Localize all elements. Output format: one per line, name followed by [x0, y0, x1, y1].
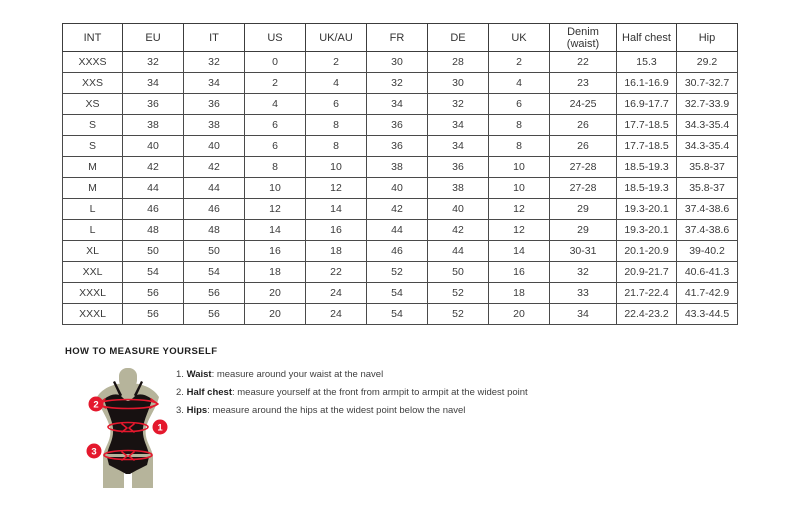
table-cell: 2: [245, 73, 306, 94]
instruction-item: [176, 387, 656, 399]
table-cell: 30-31: [550, 241, 617, 262]
table-cell: 54: [123, 262, 184, 283]
table-cell: 36: [428, 157, 489, 178]
table-cell: 38: [123, 115, 184, 136]
table-row: [63, 262, 738, 283]
table-cell: 39-40.2: [677, 241, 738, 262]
table-cell: 20: [245, 283, 306, 304]
table-cell: 32: [428, 94, 489, 115]
table-cell: 43.3-44.5: [677, 304, 738, 325]
table-cell: 34: [367, 94, 428, 115]
table-cell: 12: [306, 178, 367, 199]
table-cell: 8: [489, 136, 550, 157]
column-header-half-chest: Half chest: [617, 24, 677, 52]
table-cell: 46: [184, 199, 245, 220]
table-cell: 8: [306, 115, 367, 136]
measure-section-heading: HOW TO MEASURE YOURSELF: [65, 346, 218, 357]
table-cell: 32.7-33.9: [677, 94, 738, 115]
table-cell: 48: [123, 220, 184, 241]
instruction-number: 3.: [176, 405, 184, 416]
table-cell: 40.6-41.3: [677, 262, 738, 283]
table-cell: 18: [306, 241, 367, 262]
table-cell: 21.7-22.4: [617, 283, 677, 304]
table-cell: XS: [63, 94, 123, 115]
table-cell: 14: [245, 220, 306, 241]
table-row: [63, 52, 738, 73]
column-header-int: INT: [63, 24, 123, 52]
column-header-hip: Hip: [677, 24, 738, 52]
table-cell: XXXS: [63, 52, 123, 73]
table-cell: 41.7-42.9: [677, 283, 738, 304]
table-cell: 24: [306, 304, 367, 325]
table-cell: 56: [123, 283, 184, 304]
table-row: [63, 73, 738, 94]
table-cell: 37.4-38.6: [677, 220, 738, 241]
table-cell: 32: [550, 262, 617, 283]
table-cell: 42: [123, 157, 184, 178]
table-cell: 56: [184, 283, 245, 304]
table-row: [63, 136, 738, 157]
table-cell: 20.1-20.9: [617, 241, 677, 262]
mannequin-illustration: [76, 366, 180, 494]
column-header-uk-au: UK/AU: [306, 24, 367, 52]
table-cell: 34: [428, 136, 489, 157]
table-cell: XL: [63, 241, 123, 262]
table-cell: 46: [367, 241, 428, 262]
table-cell: 12: [489, 199, 550, 220]
table-cell: 35.8-37: [677, 157, 738, 178]
table-cell: 32: [123, 52, 184, 73]
table-cell: 16: [489, 262, 550, 283]
table-cell: 42: [428, 220, 489, 241]
table-cell: 34: [550, 304, 617, 325]
table-cell: 8: [245, 157, 306, 178]
table-cell: 10: [306, 157, 367, 178]
table-cell: 4: [306, 73, 367, 94]
table-cell: 44: [367, 220, 428, 241]
table-cell: 42: [367, 199, 428, 220]
table-cell: L: [63, 199, 123, 220]
table-cell: XXXL: [63, 304, 123, 325]
column-header-it: IT: [184, 24, 245, 52]
table-cell: 18: [489, 283, 550, 304]
table-cell: 6: [245, 115, 306, 136]
table-cell: 32: [184, 52, 245, 73]
table-cell: 36: [123, 94, 184, 115]
column-header-fr: FR: [367, 24, 428, 52]
table-cell: 6: [306, 94, 367, 115]
table-cell: 52: [367, 262, 428, 283]
column-header-de: DE: [428, 24, 489, 52]
table-cell: 29: [550, 220, 617, 241]
table-row: [63, 94, 738, 115]
table-cell: 35.8-37: [677, 178, 738, 199]
table-cell: 38: [184, 115, 245, 136]
table-cell: 16: [306, 220, 367, 241]
table-cell: 40: [367, 178, 428, 199]
table-cell: 19.3-20.1: [617, 199, 677, 220]
table-row: [63, 178, 738, 199]
table-cell: 0: [245, 52, 306, 73]
table-cell: 24: [306, 283, 367, 304]
instruction-label: Waist: [186, 369, 212, 380]
table-cell: 22: [550, 52, 617, 73]
size-chart-table: [62, 23, 738, 325]
instruction-label: Hips: [186, 405, 208, 416]
column-header-denim-waist: Denim (waist): [550, 24, 617, 52]
table-cell: 44: [123, 178, 184, 199]
table-cell: 34: [428, 115, 489, 136]
column-header-uk: UK: [489, 24, 550, 52]
table-cell: 22: [306, 262, 367, 283]
table-row: [63, 241, 738, 262]
table-cell: 38: [428, 178, 489, 199]
table-row: [63, 199, 738, 220]
table-cell: 6: [245, 136, 306, 157]
table-cell: 40: [428, 199, 489, 220]
table-cell: 16: [245, 241, 306, 262]
instruction-number: 2.: [176, 387, 184, 398]
instruction-label: Half chest: [186, 387, 232, 398]
table-row: [63, 283, 738, 304]
table-cell: 20: [489, 304, 550, 325]
table-cell: XXXL: [63, 283, 123, 304]
table-cell: 54: [367, 304, 428, 325]
table-cell: 17.7-18.5: [617, 136, 677, 157]
table-cell: 17.7-18.5: [617, 115, 677, 136]
table-cell: 44: [428, 241, 489, 262]
table-cell: 16.1-16.9: [617, 73, 677, 94]
table-cell: 36: [184, 94, 245, 115]
table-cell: 34.3-35.4: [677, 115, 738, 136]
table-cell: 20: [245, 304, 306, 325]
table-cell: 54: [184, 262, 245, 283]
table-cell: 19.3-20.1: [617, 220, 677, 241]
table-cell: 18.5-19.3: [617, 157, 677, 178]
table-cell: 4: [245, 94, 306, 115]
table-cell: 42: [184, 157, 245, 178]
table-cell: 6: [489, 94, 550, 115]
instruction-item: [176, 369, 656, 381]
table-cell: 26: [550, 115, 617, 136]
table-cell: 44: [184, 178, 245, 199]
table-row: [63, 157, 738, 178]
table-cell: 16.9-17.7: [617, 94, 677, 115]
table-cell: 29.2: [677, 52, 738, 73]
table-cell: 50: [184, 241, 245, 262]
instruction-item: [176, 405, 656, 417]
badge-half-chest-number: 2: [93, 399, 99, 411]
table-cell: 36: [367, 136, 428, 157]
table-row: [63, 304, 738, 325]
table-cell: 40: [123, 136, 184, 157]
table-cell: 56: [184, 304, 245, 325]
table-cell: 10: [489, 178, 550, 199]
table-header-row: [63, 24, 738, 52]
table-cell: M: [63, 157, 123, 178]
table-cell: 27-28: [550, 178, 617, 199]
table-cell: 29: [550, 199, 617, 220]
measure-instructions: [176, 369, 656, 423]
table-cell: 28: [428, 52, 489, 73]
table-cell: 30: [367, 52, 428, 73]
table-cell: 48: [184, 220, 245, 241]
table-cell: 46: [123, 199, 184, 220]
table-cell: 34: [123, 73, 184, 94]
table-cell: S: [63, 115, 123, 136]
table-cell: 23: [550, 73, 617, 94]
table-cell: 4: [489, 73, 550, 94]
table-cell: 24-25: [550, 94, 617, 115]
instruction-text: : measure around the hips at the widest point below the navel: [207, 405, 466, 416]
measurement-figure: [76, 366, 180, 494]
table-cell: 36: [367, 115, 428, 136]
badge-waist-number: 1: [157, 422, 163, 434]
column-header-us: US: [245, 24, 306, 52]
table-cell: 10: [245, 178, 306, 199]
table-cell: 14: [489, 241, 550, 262]
badge-hips-number: 3: [91, 446, 97, 458]
table-cell: 18.5-19.3: [617, 178, 677, 199]
table-cell: M: [63, 178, 123, 199]
table-cell: 2: [306, 52, 367, 73]
table-cell: 22.4-23.2: [617, 304, 677, 325]
table-row: [63, 115, 738, 136]
table-cell: 8: [306, 136, 367, 157]
table-cell: 2: [489, 52, 550, 73]
instruction-text: : measure around your waist at the navel: [211, 369, 384, 380]
table-cell: 50: [123, 241, 184, 262]
table-cell: 34: [184, 73, 245, 94]
table-cell: 54: [367, 283, 428, 304]
table-cell: 10: [489, 157, 550, 178]
table-cell: 40: [184, 136, 245, 157]
table-cell: L: [63, 220, 123, 241]
table-cell: 27-28: [550, 157, 617, 178]
table-cell: 32: [367, 73, 428, 94]
table-cell: XXS: [63, 73, 123, 94]
table-cell: 14: [306, 199, 367, 220]
instruction-text: : measure yourself at the front from armpit to armpit at the widest point: [231, 387, 528, 398]
table-cell: 56: [123, 304, 184, 325]
table-cell: 26: [550, 136, 617, 157]
table-cell: XXL: [63, 262, 123, 283]
table-cell: 33: [550, 283, 617, 304]
table-cell: 20.9-21.7: [617, 262, 677, 283]
table-cell: 12: [489, 220, 550, 241]
table-row: [63, 220, 738, 241]
table-cell: S: [63, 136, 123, 157]
table-cell: 34.3-35.4: [677, 136, 738, 157]
table-cell: 15.3: [617, 52, 677, 73]
table-cell: 18: [245, 262, 306, 283]
table-cell: 50: [428, 262, 489, 283]
table-cell: 52: [428, 283, 489, 304]
table-cell: 12: [245, 199, 306, 220]
table-cell: 37.4-38.6: [677, 199, 738, 220]
table-cell: 30.7-32.7: [677, 73, 738, 94]
instruction-number: 1.: [176, 369, 184, 380]
table-cell: 52: [428, 304, 489, 325]
column-header-eu: EU: [123, 24, 184, 52]
table-cell: 30: [428, 73, 489, 94]
table-cell: 38: [367, 157, 428, 178]
table-cell: 8: [489, 115, 550, 136]
